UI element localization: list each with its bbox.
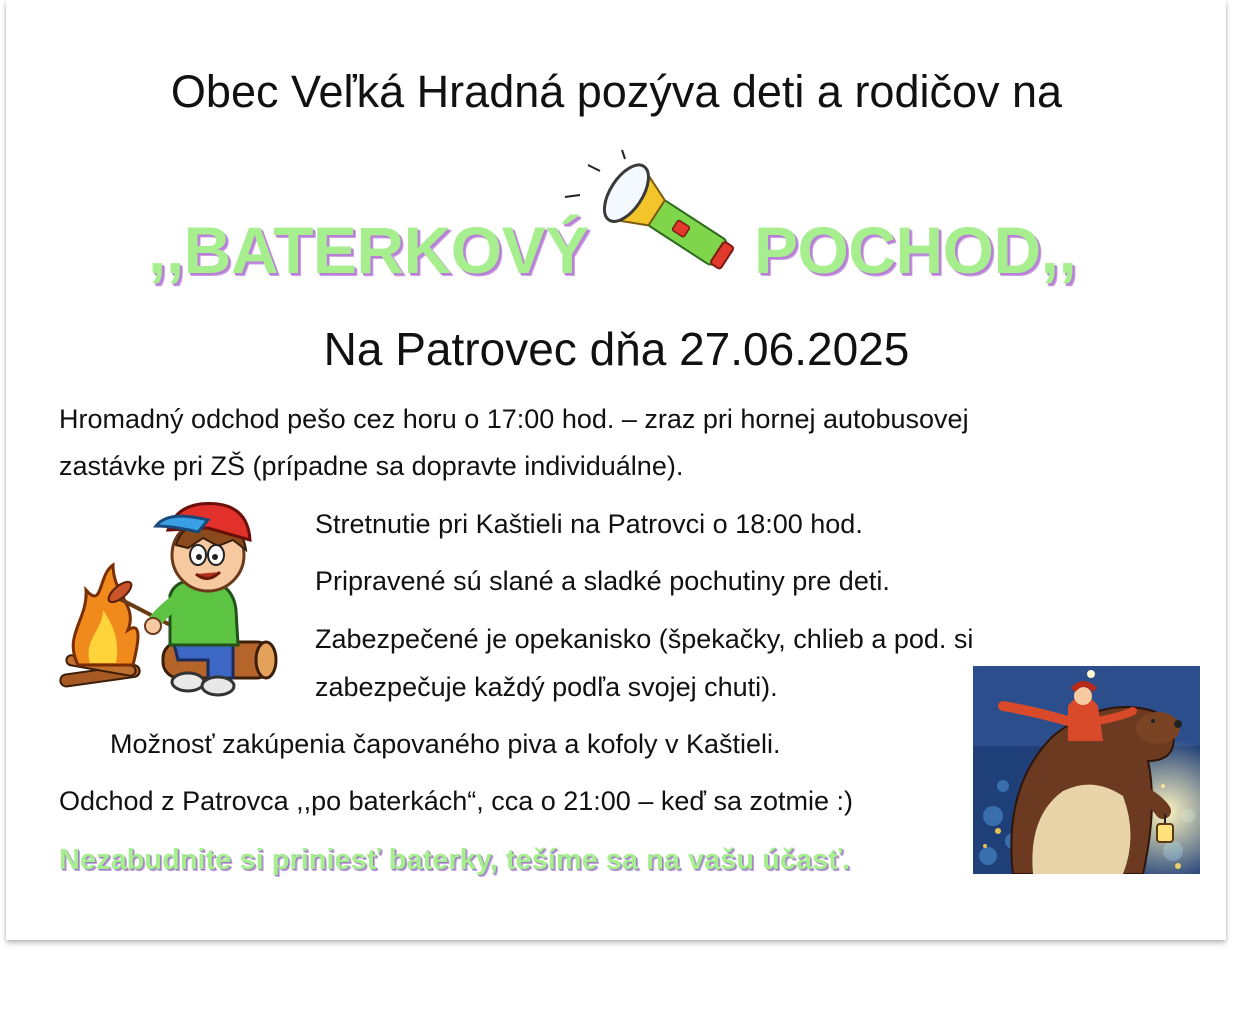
event-name-left: ,,BATERKOVÝ — [148, 213, 589, 287]
flashlight-icon — [560, 145, 750, 275]
invitation-title: Obec Veľká Hradná pozýva deti a rodičov na — [170, 66, 1063, 117]
info-line-departure: Hromadný odchod pešo cez horu o 17:00 hod. – zraz pri hornej autobusovej — [59, 404, 969, 434]
event-name-right: POCHOD,, — [754, 213, 1077, 287]
campfire-boy-illustration — [58, 500, 280, 698]
info-line-own-food: zabezpečuje každý podľa svojej chuti). — [315, 672, 778, 702]
info-line-meeting-point: zastávke pri ZŠ (prípadne sa dopravte individuálne). — [59, 451, 684, 481]
info-line-gathering: Stretnutie pri Kaštieli na Patrovci o 18:00 hod. — [315, 509, 863, 539]
info-line-drinks: Možnosť zakúpenia čapovaného piva a kofoly v Kaštieli. — [110, 729, 781, 759]
event-date: Na Patrovec dňa 27.06.2025 — [323, 323, 910, 375]
bear-lantern-illustration — [973, 666, 1200, 874]
info-line-fireplace: Zabezpečené je opekanisko (špekačky, chlieb a pod. si — [315, 624, 974, 654]
info-line-return: Odchod z Patrovca ,,po baterkách“, cca o 21:00 – keď sa zotmie :) — [59, 786, 853, 816]
info-line-snacks: Pripravené sú slané a sladké pochutiny pre deti. — [315, 566, 890, 596]
closing-message: Nezabudnite si priniesť baterky, tešíme sa na vašu účasť. — [59, 844, 851, 876]
